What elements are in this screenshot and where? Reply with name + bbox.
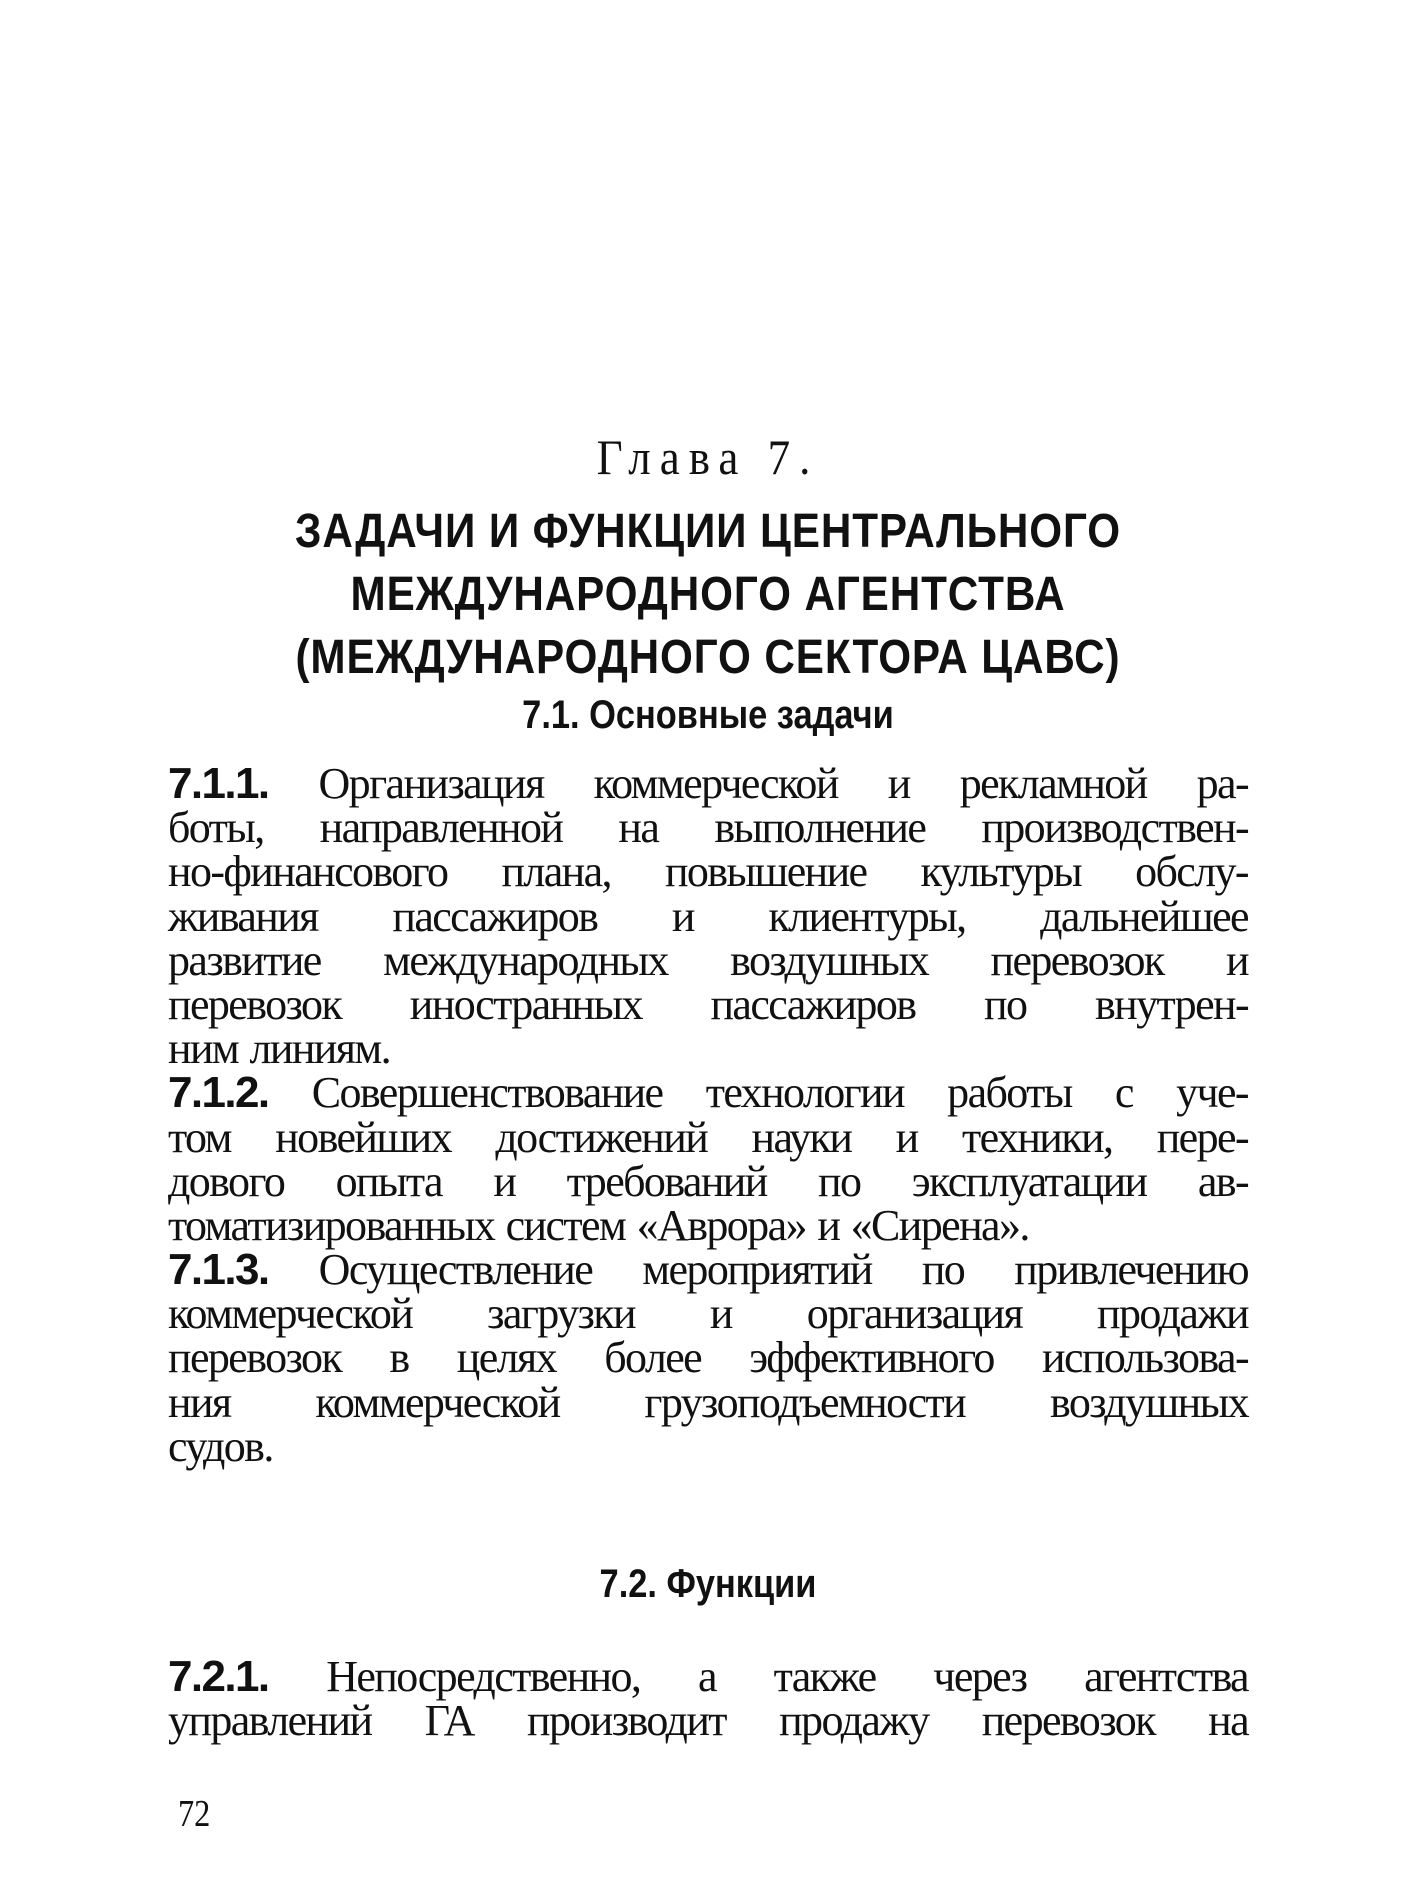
chapter-label: Глава 7. — [596, 429, 820, 485]
paragraph-line: том новейших достижений науки и техники, пере- — [168, 1112, 1248, 1162]
paragraph-line: управлений ГА производит продажу перевозок на — [168, 1696, 1248, 1746]
paragraph-number: 7.2.1. — [168, 1652, 269, 1701]
paragraph-line: развитие международных воздушных перевозок и — [168, 935, 1248, 985]
paragraph-line: 7.1.2. Совершенствование технологии работы с уче- — [168, 1068, 1248, 1118]
paragraph-line: перевозок иностранных пассажиров по внутрен- — [168, 979, 1248, 1029]
paragraph-line: 7.1.1. Организация коммерческой и рекламной ра- — [168, 759, 1248, 808]
chapter-title-line: МЕЖДУНАРОДНОГО АГЕНТСТВА — [350, 568, 1066, 621]
paragraph-line: перевозок в целях более эффективного использова- — [168, 1333, 1248, 1383]
section-7-1-body — [168, 759, 1249, 1471]
paragraph-line: ним линиям. — [168, 1024, 391, 1074]
paragraph-line: живания пассажиров и клиентуры, дальнейшее — [168, 891, 1248, 941]
section-7-2-body — [168, 1652, 1248, 1746]
chapter-title — [233, 500, 1183, 689]
paragraph-line: ния коммерческой грузоподъемности воздушных — [168, 1377, 1248, 1427]
paragraph-line: но-финансового плана, повышение культуры обслу- — [168, 847, 1248, 897]
chapter-title-line: (МЕЖДУНАРОДНОГО СЕКТОРА ЦАВС) — [295, 631, 1121, 684]
paragraph-line: боты, направленной на выполнение производствен- — [168, 803, 1248, 853]
section-heading-7-1: 7.1. Основные задачи — [522, 693, 894, 737]
paragraph-line: коммерческой загрузки и организация продажи — [168, 1289, 1248, 1339]
paragraph-number: 7.1.3. — [168, 1245, 269, 1295]
paragraph-line: судов. — [168, 1421, 273, 1471]
paragraph-number: 7.1.1. — [168, 759, 269, 808]
chapter-title-line: ЗАДАЧИ И ФУНКЦИИ ЦЕНТРАЛЬНОГО — [294, 505, 1122, 558]
paragraph-number: 7.1.2. — [168, 1068, 269, 1118]
section-heading-7-2: 7.2. Функции — [599, 1562, 817, 1606]
paragraph-line: дового опыта и требований по эксплуатации ав- — [168, 1156, 1248, 1206]
paragraph-line: 7.2.1. Непосредственно, а также через агентства — [168, 1652, 1248, 1701]
paragraph-line: 7.1.3. Осуществление мероприятий по привлечению — [168, 1245, 1249, 1295]
page-number: 72 — [178, 1793, 211, 1835]
paragraph-line: томатизированных систем «Аврора» и «Сирена». — [168, 1200, 1029, 1250]
